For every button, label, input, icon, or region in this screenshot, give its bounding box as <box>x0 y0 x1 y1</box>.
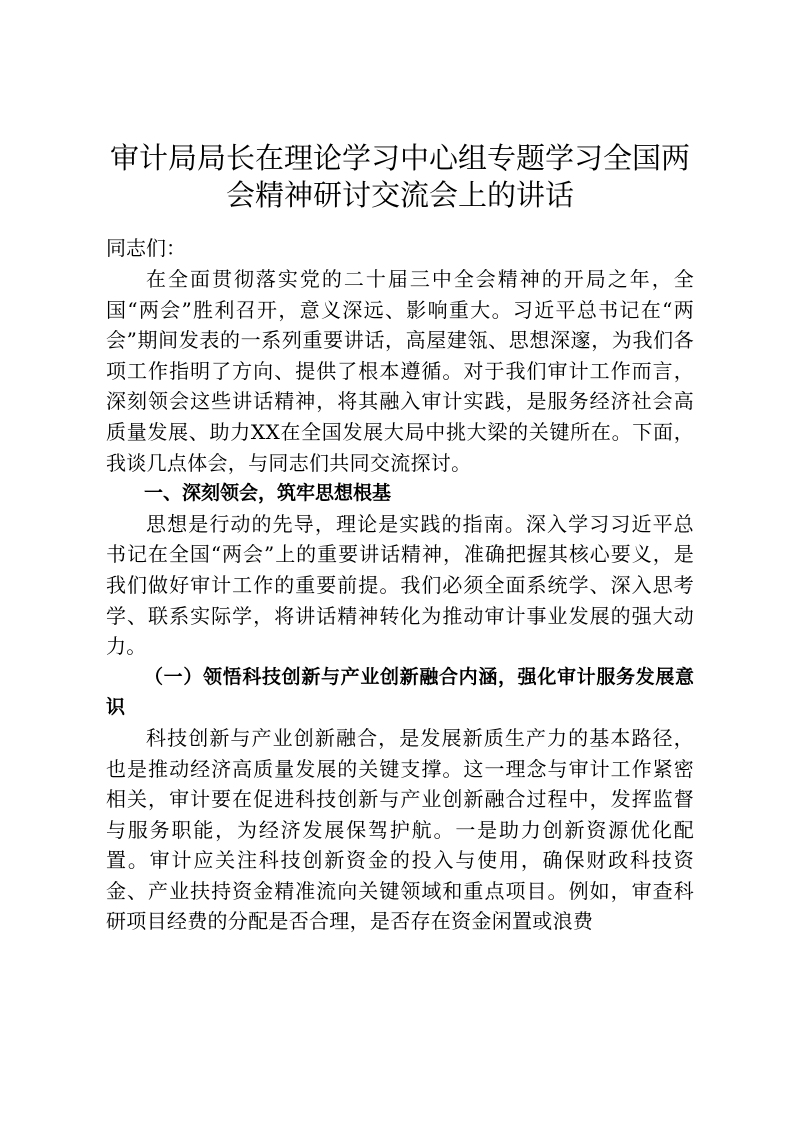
salutation: 同志们： <box>106 236 186 260</box>
section-1-heading: 一、深刻领会，筑牢思想根基 <box>144 482 392 505</box>
subsection-1-heading: （一）领悟科技创新与产业创新融合内涵，强化审计服务发展意识 <box>106 665 694 719</box>
title-line-1: 审计局局长在理论学习中心组专题学习全国两 <box>109 141 690 175</box>
subsection-1-paragraph: 科技创新与产业创新融合，是发展新质生产力的基本路径，也是推动经济高质量发展的关键支撑。这一理念与审计工作紧密相关，审计要在促进科技创新与产业创新融合过程中，发挥监督与服务职能，为经济发展保驾护航。一是助力创新资源优化配置。审计应关注科技创新资金的投入与使用，确保财政科技资金、产业扶持资金精准流向关键领域和重点项目。例如，审查科研项目经费的分配是否合理，是否存在资金闲置或浪费 <box>106 725 694 934</box>
title-line-2: 会精神研讨交流会上的讲话 <box>225 178 574 212</box>
document-page <box>106 140 694 937</box>
document-title <box>106 140 694 214</box>
intro-paragraph: 在全面贯彻落实党的二十届三中全会精神的开局之年，全国“两会”胜利召开，意义深远、影响重大。习近平总书记在“两会”期间发表的一系列重要讲话，高屋建瓴、思想深邃，为我们各项工作指明了方向、提供了根本遵循。对于我们审计工作而言，深刻领会这些讲话精神，将其融入审计实践，是服务经济社会高质量发展、助力XX在全国发展大局中挑大梁的关键所在。下面，我谈几点体会，与同志们共同交流探讨。 <box>106 267 694 475</box>
section-1-paragraph: 思想是行动的先导，理论是实践的指南。深入学习习近平总书记在全国“两会”上的重要讲话精神，准确把握其核心要义，是我们做好审计工作的重要前提。我们必须全面系统学、深入思考学、联系实际学，将讲话精神转化为推动审计事业发展的强大动力。 <box>106 511 694 659</box>
